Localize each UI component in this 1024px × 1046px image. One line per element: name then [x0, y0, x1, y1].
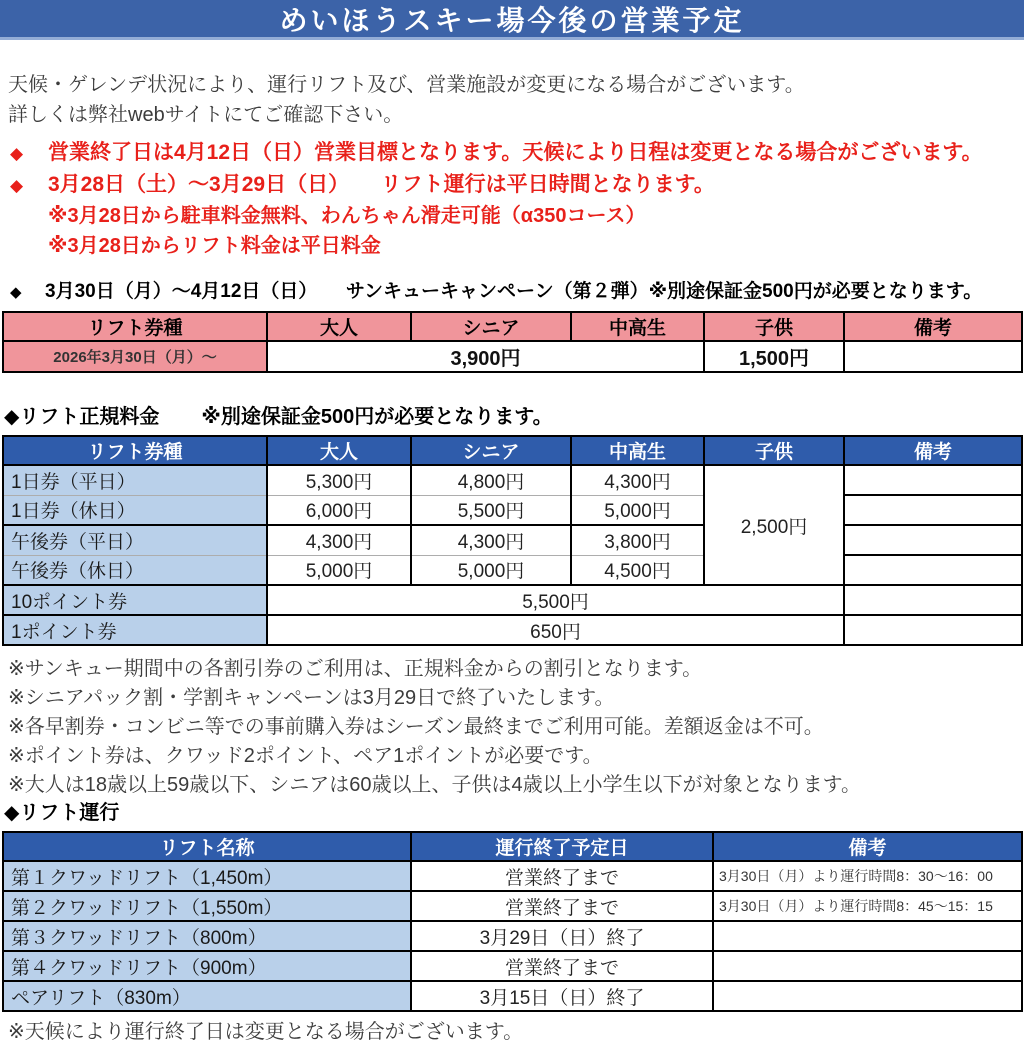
- lift-end-date: 営業終了まで: [411, 891, 713, 921]
- campaign-headline-text: 3月30日（月）～4月12日（日） サンキューキャンペーン（第２弾）※別途保証金500円が必要となります。: [45, 281, 983, 302]
- alert-text: 営業終了日は4月12日（日）営業目標となります。天候により日程は変更となる場合がございます。: [48, 141, 983, 164]
- remarks-cell: [844, 585, 1022, 615]
- ticket-label: 午後券（休日）: [3, 555, 267, 585]
- alert-item: [0, 137, 1024, 169]
- lift-operation-table: [2, 831, 1023, 1012]
- price-junior: 5,000円: [571, 495, 704, 525]
- lift-remarks: [713, 951, 1022, 981]
- price-adult: 5,000円: [267, 555, 411, 585]
- lift-remarks: [713, 981, 1022, 1011]
- table-row: [3, 585, 1022, 615]
- table-row: [3, 525, 1022, 555]
- ticket-label: 1ポイント券: [3, 615, 267, 645]
- lift-remarks: [713, 921, 1022, 951]
- footer-note: ※天候により運行終了日は変更となる場合がございます。: [8, 1021, 524, 1043]
- diamond-bullet-icon: ◆: [10, 284, 22, 301]
- section-title-text: ◆リフト運行: [4, 802, 120, 824]
- intro-line-1: 天候・ゲレンデ状況により、運行リフト及び、営業施設が変更になる場合がございます。: [8, 74, 805, 96]
- lift-remarks: 3月30日（月）より運行時間8：45～15：15: [713, 891, 1022, 921]
- col-header-senior: シニア: [411, 312, 571, 341]
- price-senior: 4,800円: [411, 465, 571, 495]
- alert-subnote: ※3月28日から駐車料金無料、わんちゃん滑走可能（α350コース）: [48, 205, 646, 227]
- lift-end-date: 3月15日（日）終了: [411, 981, 713, 1011]
- table-row: [3, 981, 1022, 1011]
- table-row: [3, 891, 1022, 921]
- campaign-table-header-row: [3, 312, 1022, 341]
- diamond-bullet-icon: ◆: [10, 176, 24, 195]
- campaign-headline: [0, 278, 1024, 306]
- remarks-cell: [844, 615, 1022, 645]
- table-row: [3, 951, 1022, 981]
- note-item: ※各早割券・コンビニ等での事前購入券はシーズン最終までご利用可能。差額返金は不可。: [8, 716, 824, 738]
- section-title-text: ◆リフト正規料金: [4, 406, 160, 428]
- alert-text: 3月28日（土）～3月29日（日） リフト運行は平日時間となります。: [48, 173, 715, 196]
- lift-name: ペアリフト（830m）: [3, 981, 411, 1011]
- col-header-remarks: 備考: [844, 312, 1022, 341]
- price-child-merged: 2,500円: [704, 465, 844, 585]
- diamond-bullet-icon: ◆: [10, 144, 24, 163]
- col-header-ticket-type: リフト券種: [3, 312, 267, 341]
- regular-price-table: [2, 435, 1023, 646]
- campaign-period-label: 2026年3月30日（月）～: [3, 341, 267, 372]
- ticket-label: 1日券（休日）: [3, 495, 267, 525]
- note-item: ※シニアパック割・学割キャンペーンは3月29日で終了いたします。: [8, 687, 615, 709]
- price-senior: 4,300円: [411, 525, 571, 555]
- alert-item: [0, 169, 1024, 201]
- remarks-cell: [844, 555, 1022, 585]
- price-point-merged: 650円: [267, 615, 844, 645]
- lift-end-date: 3月29日（日）終了: [411, 921, 713, 951]
- campaign-price-child: 1,500円: [704, 341, 844, 372]
- remarks-cell: [844, 465, 1022, 495]
- table-row: [3, 861, 1022, 891]
- col-header-ticket-type: リフト券種: [3, 436, 267, 465]
- campaign-remarks-cell: [844, 341, 1022, 372]
- price-adult: 4,300円: [267, 525, 411, 555]
- price-junior: 3,800円: [571, 525, 704, 555]
- price-junior: 4,500円: [571, 555, 704, 585]
- ticket-label: 10ポイント券: [3, 585, 267, 615]
- lift-end-date: 営業終了まで: [411, 861, 713, 891]
- page-banner: [0, 0, 1024, 40]
- col-header-end-date: 運行終了予定日: [411, 832, 713, 861]
- lift-table-header-row: [3, 832, 1022, 861]
- notes-list: [8, 655, 1024, 800]
- col-header-remarks: 備考: [713, 832, 1022, 861]
- table-row: [3, 555, 1022, 585]
- intro-text: [8, 70, 1024, 130]
- col-header-junior: 中高生: [571, 312, 704, 341]
- price-junior: 4,300円: [571, 465, 704, 495]
- price-adult: 5,300円: [267, 465, 411, 495]
- lift-name: 第２クワッドリフト（1,550m）: [3, 891, 411, 921]
- col-header-lift-name: リフト名称: [3, 832, 411, 861]
- price-adult: 6,000円: [267, 495, 411, 525]
- table-row: [3, 615, 1022, 645]
- regular-table-header-row: [3, 436, 1022, 465]
- price-point-merged: 5,500円: [267, 585, 844, 615]
- ticket-label: 午後券（平日）: [3, 525, 267, 555]
- campaign-table-row: [3, 341, 1022, 372]
- intro-line-2: 詳しくは弊社webサイトにてご確認下さい。: [8, 104, 404, 126]
- note-item: ※大人は18歳以上59歳以下、シニアは60歳以上、子供は4歳以上小学生以下が対象となります。: [8, 774, 862, 796]
- page-title: めいほうスキー場今後の営業予定: [279, 4, 745, 36]
- col-header-remarks: 備考: [844, 436, 1022, 465]
- lift-operation-section-title: [4, 800, 1024, 827]
- col-header-child: 子供: [704, 312, 844, 341]
- col-header-child: 子供: [704, 436, 844, 465]
- alert-list: [0, 137, 1024, 261]
- lift-remarks: 3月30日（月）より運行時間8：30～16：00: [713, 861, 1022, 891]
- lift-name: 第３クワッドリフト（800m）: [3, 921, 411, 951]
- campaign-price-table: [2, 311, 1023, 373]
- remarks-cell: [844, 495, 1022, 525]
- lift-name: 第４クワッドリフト（900m）: [3, 951, 411, 981]
- col-header-adult: 大人: [267, 436, 411, 465]
- table-row: [3, 465, 1022, 495]
- price-senior: 5,500円: [411, 495, 571, 525]
- note-item: ※サンキュー期間中の各割引券のご利用は、正規料金からの割引となります。: [8, 658, 703, 680]
- table-row: [3, 495, 1022, 525]
- remarks-cell: [844, 525, 1022, 555]
- ticket-label: 1日券（平日）: [3, 465, 267, 495]
- lift-name: 第１クワッドリフト（1,450m）: [3, 861, 411, 891]
- lift-end-date: 営業終了まで: [411, 951, 713, 981]
- col-header-senior: シニア: [411, 436, 571, 465]
- campaign-price-main: 3,900円: [267, 341, 704, 372]
- note-item: ※ポイント券は、クワッド2ポイント、ペア1ポイントが必要です。: [8, 745, 603, 767]
- col-header-junior: 中高生: [571, 436, 704, 465]
- price-senior: 5,000円: [411, 555, 571, 585]
- alert-subnote: ※3月28日からリフト料金は平日料金: [48, 235, 381, 257]
- col-header-adult: 大人: [267, 312, 411, 341]
- table-row: [3, 921, 1022, 951]
- section-title-subnote: ※別途保証金500円が必要となります。: [201, 406, 553, 428]
- regular-price-section-title: [4, 404, 1024, 431]
